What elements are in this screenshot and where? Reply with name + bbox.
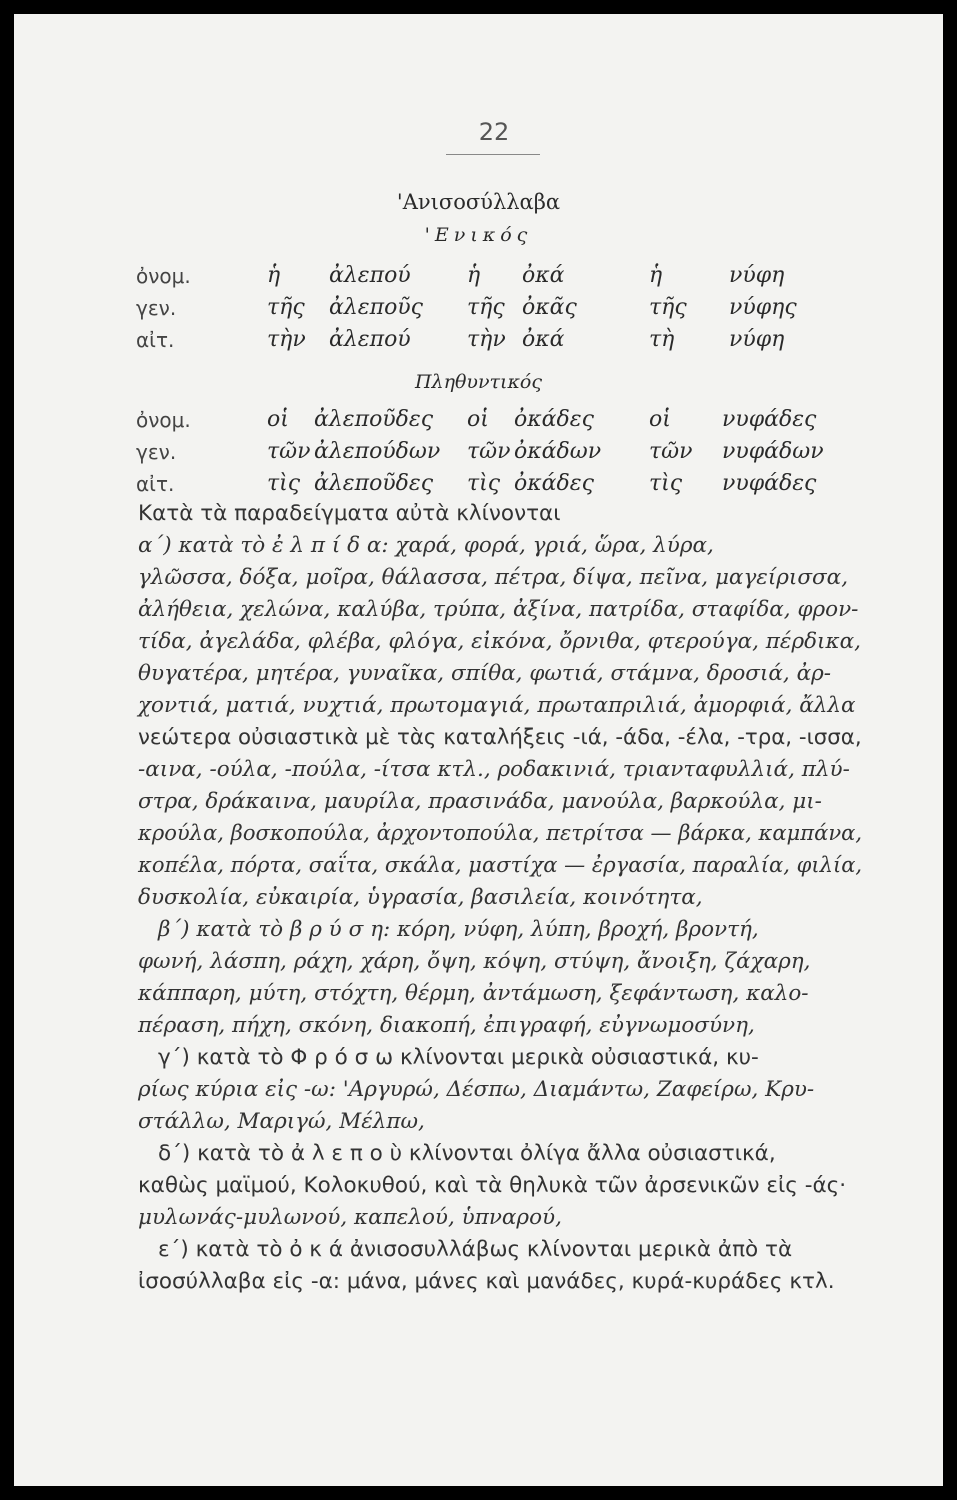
text-line: κάππαρη, μύτη, στόχτη, θέρμη, ἀντάμωση, ξεφάντωση, καλο- bbox=[138, 981, 809, 1006]
text-line: κρούλα, βοσκοπούλα, ἀρχοντοπούλα, πετρίτσα — βάρκα, καμπάνα, bbox=[138, 821, 863, 846]
text-line: -αινα, -ούλα, -πούλα, -ίτσα κτλ., ροδακινιά, τριανταφυλλιά, πλύ- bbox=[138, 757, 850, 782]
case-label: ὀνομ. bbox=[136, 408, 191, 432]
noun-form: ἀλεπού bbox=[329, 263, 411, 288]
noun-form: νυφάδων bbox=[722, 439, 824, 464]
text-line: καθὼς μαϊμού, Κολοκυθού, καὶ τὰ θηλυκὰ τῶν ἀρσενικῶν εἰς -άς· bbox=[138, 1173, 847, 1198]
article: τὴν bbox=[467, 327, 506, 352]
noun-form: ἀλεποῦδες bbox=[314, 407, 434, 432]
noun-form: ὀκά bbox=[522, 263, 565, 288]
noun-form: ὀκάδων bbox=[514, 439, 602, 464]
text-line: στρα, δράκαινα, μαυρίλα, πρασινάδα, μανούλα, βαρκούλα, μι- bbox=[138, 789, 822, 814]
text-line: ἰσοσύλλαβα εἰς -α: μάνα, μάνες καὶ μανάδες, κυρά-κυράδες κτλ. bbox=[138, 1269, 835, 1294]
text-line: φωνή, λάσπη, ράχη, χάρη, ὄψη, κόψη, στύψη, ἄνοιξη, ζάχαρη, bbox=[138, 949, 811, 974]
book-page bbox=[14, 14, 943, 1486]
article: τὶς bbox=[467, 471, 501, 496]
noun-form: ὀκάδες bbox=[514, 407, 594, 432]
article: τῶν bbox=[267, 439, 311, 464]
article: ἡ bbox=[267, 263, 281, 288]
case-label: γεν. bbox=[136, 440, 177, 464]
case-label: αἰτ. bbox=[136, 472, 175, 496]
text-line: ἀλήθεια, χελώνα, καλύβα, τρύπα, ἀξίνα, πατρίδα, σταφίδα, φρον- bbox=[138, 597, 859, 622]
text-line: θυγατέρα, μητέρα, γυναῖκα, σπίθα, φωτιά, στάμνα, δροσιά, ἀρ- bbox=[138, 661, 832, 686]
plural-heading: Πληθυντικός bbox=[414, 371, 543, 393]
noun-form: ἀλεπού bbox=[329, 327, 411, 352]
article: τὶς bbox=[267, 471, 301, 496]
text-line: ρίως κύρια εἰς -ω: 'Αργυρώ, Δέσπω, Διαμάντω, Ζαφείρω, Κρυ- bbox=[138, 1077, 815, 1102]
text-line: πέραση, πήχη, σκόνη, διακοπή, ἐπιγραφή, εὐγνωμοσύνη, bbox=[138, 1013, 755, 1038]
article: τὴ bbox=[649, 327, 675, 352]
text-line: β΄) κατὰ τὸ β ρ ύ σ η: κόρη, νύφη, λύπη, βροχή, βροντή, bbox=[158, 917, 759, 942]
noun-form: ἀλεπούδων bbox=[314, 439, 441, 464]
article: ἡ bbox=[649, 263, 663, 288]
noun-form: νυφάδες bbox=[722, 407, 817, 432]
text-line: μυλωνάς-μυλωνού, καπελού, ὑπναρού, bbox=[138, 1205, 562, 1230]
noun-form: ὀκά bbox=[522, 327, 565, 352]
article: τὴν bbox=[267, 327, 306, 352]
section-title: 'Ανισοσύλλαβα bbox=[396, 190, 561, 214]
text-line: ε΄) κατὰ τὸ ὀ κ ά ἀνισοσυλλάβως κλίνονται μερικὰ ἀπὸ τὰ bbox=[158, 1237, 793, 1262]
case-label: γεν. bbox=[136, 296, 177, 320]
text-line: α΄) κατὰ τὸ ἐ λ π ί δ α: χαρά, φορά, γριά, ὥρα, λύρα, bbox=[138, 533, 714, 558]
article: τῶν bbox=[467, 439, 511, 464]
noun-form: νύφη bbox=[729, 263, 785, 288]
noun-form: ὀκάδες bbox=[514, 471, 594, 496]
text-line: Κατὰ τὰ παραδείγματα αὐτὰ κλίνονται bbox=[138, 501, 561, 526]
text-line: στάλλω, Μαριγώ, Μέλπω, bbox=[138, 1109, 425, 1134]
article: ἡ bbox=[467, 263, 481, 288]
noun-form: νύφης bbox=[729, 295, 797, 320]
text-line: δ΄) κατὰ τὸ ἀ λ ε π ο ὺ κλίνονται ὀλίγα ἄλλα οὐσιαστικά, bbox=[158, 1141, 776, 1166]
page-number-rule bbox=[446, 154, 540, 155]
article: τῶν bbox=[649, 439, 693, 464]
text-line: νεώτερα οὐσιαστικὰ μὲ τὰς καταλήξεις -ιά, -άδα, -έλα, -τρα, -ισσα, bbox=[138, 725, 862, 750]
text-line: τίδα, ἀγελάδα, φλέβα, φλόγα, εἰκόνα, ὄρνιθα, φτερούγα, πέρδικα, bbox=[138, 629, 861, 654]
text-line: κοπέλα, πόρτα, σαΐτα, σκάλα, μαστίχα — ἐργασία, παραλία, φιλία, bbox=[138, 853, 863, 878]
page-number: 22 bbox=[478, 118, 510, 146]
noun-form: ἀλεποῦδες bbox=[314, 471, 434, 496]
article: οἱ bbox=[649, 407, 671, 432]
article: οἱ bbox=[267, 407, 289, 432]
noun-form: νυφάδες bbox=[722, 471, 817, 496]
noun-form: ὀκᾶς bbox=[522, 295, 577, 320]
article: τὶς bbox=[649, 471, 683, 496]
case-label: αἰτ. bbox=[136, 328, 175, 352]
noun-form: νύφη bbox=[729, 327, 785, 352]
article: τῆς bbox=[267, 295, 305, 320]
text-line: χοντιά, ματιά, νυχτιά, πρωτομαγιά, πρωταπριλιά, ἀμορφιά, ἄλλα bbox=[138, 693, 856, 718]
singular-heading: 'Ενικός bbox=[424, 224, 533, 246]
article: τῆς bbox=[649, 295, 687, 320]
noun-form: ἀλεποῦς bbox=[329, 295, 424, 320]
article: τῆς bbox=[467, 295, 505, 320]
article: οἱ bbox=[467, 407, 489, 432]
case-label: ὀνομ. bbox=[136, 264, 191, 288]
text-line: δυσκολία, εὐκαιρία, ὑγρασία, βασιλεία, κοινότητα, bbox=[138, 885, 703, 910]
text-line: γλῶσσα, δόξα, μοῖρα, θάλασσα, πέτρα, δίψα, πεῖνα, μαγείρισσα, bbox=[138, 565, 849, 590]
text-line: γ΄) κατὰ τὸ Φ ρ ό σ ω κλίνονται μερικὰ οὐσιαστικά, κυ- bbox=[158, 1045, 759, 1070]
